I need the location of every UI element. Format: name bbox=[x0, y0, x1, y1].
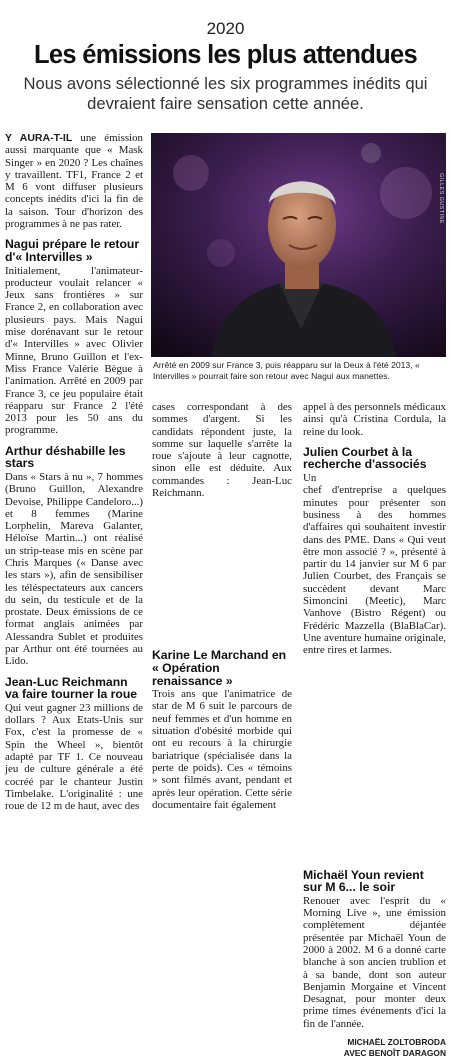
nagui-portrait-illustration bbox=[151, 133, 446, 357]
intro-text: une émission aussi marquante que « Mask Singer » en 2020 ? Les chaînes y travaillent. TF1, France 2 et M 6 vont diffuser plusieurs concepts inédits d'ici la fin de la saison. Tour d'horizon des programmes à ne pas rater. bbox=[5, 132, 143, 231]
column-2 bbox=[152, 401, 292, 811]
heading-lemarchand: Karine Le Marchand en « Opération renaissance » bbox=[152, 648, 287, 688]
text-lemarchand: Trois ans que l'animatrice de star de M 6 suit le parcours de neuf femmes et d'un homme en situation d'obésité morbide qui ont eu recours à la chirurgie bariatrique (spécialisée dans la perte de poids). Ces « témoins » sont filmés avant, pendant et après leur opération. Cette série documentaire fait également bbox=[152, 688, 292, 811]
text-arthur: Dans « Stars à nu », 7 hommes (Bruno Guillon, Alexandre Devoise, Philippe Candeloro...) et 8 femmes (Marine Lorphelin, Mareva Galanter, Héloïse Martin...) ont réalisé un strip-tease mis en scène par Chris Marques (« Danse avec les stars »), afin de sensibiliser les téléspectateurs aux cancers du sein, du testicule et de la prostate. Deux émissions de ce format anglais animées par Alessandra Sublet et produites par Arthur ont été tournées au Lido. bbox=[5, 470, 143, 668]
heading-youn: Michaël Youn revient sur M 6... le soir bbox=[303, 867, 424, 895]
text-reichmann-continued: cases correspondant à des sommes d'argent. Si les candidats répondent juste, la somme sur laquelle s'arrête la roue s'ajoute à leur cagnotte, sinon elle est déduite. Aux commandes : Jean-Luc Reichmann. bbox=[152, 401, 292, 500]
heading-nagui: Nagui prépare le retour d'« Intervilles » bbox=[5, 237, 140, 264]
intro-lead-in: Y AURA-T-IL bbox=[5, 132, 73, 144]
kicker-year: 2020 bbox=[206, 19, 245, 38]
standfirst: Nous avons sélectionné les six programmes inédits qui devraient faire sensation cette année. bbox=[23, 74, 428, 113]
text-lemarchand-continued: appel à des personnels médicaux ainsi qu'à Cristina Cordula, la reine du look. bbox=[303, 401, 446, 438]
text-youn: Renouer avec l'esprit du « Morning Live », une émission complètement déjantée présentée par Michaël Youn de 2000 à 2002. M 6 a donné carte blanche à son ancien trublion et à sa bande, dont son auteur Benjamin Morgaine et Vincent Desagnat, pour monter deux prime times événements d'ici la fin de l'année. bbox=[303, 894, 446, 1030]
byline-coauthor: AVEC BENOÎT DARAGON bbox=[343, 1047, 446, 1058]
heading-reichmann: Jean-Luc Reichmann va faire tourner la roue bbox=[5, 674, 138, 702]
text-courbet-continued: chef d'entreprise a quelques minutes pour présenter son business à des hommes d'affaires qui souhaitent investir dans des PME. Dans « Qui veut être mon associé ? », présenté à partir du 14 janvier sur M 6 par Julien Courbet, des Français se succèdent devant Marc Simoncini (Meetic), Marc Vanhove (Bistro Régent) ou Frédéric Mazzella (BlaBlaCar). Une aventure humaine originale, entre rires et larmes. bbox=[303, 484, 446, 657]
column-1 bbox=[5, 132, 143, 813]
photo-credit: GILLES GUSTINE bbox=[438, 173, 444, 224]
text-courbet: Un bbox=[303, 472, 317, 485]
headline: Les émissions les plus attendues bbox=[34, 41, 417, 69]
heading-arthur: Arthur déshabille les stars bbox=[5, 443, 126, 471]
text-nagui: Initialement, l'animateur-producteur voulait relancer « Jeux sans frontières » sur France 2, en collaboration avec plusieurs pays. Mais Nagui mise dorénavant sur le retour d'« Intervilles » avec Olivier Minne, Bruno Guillon et l'ex-Miss France Valérie Bègue à l'animation. Arrêté en 2009 par France 3, ce jeu populaire était réapparu sur France 2 l'été 2013 pour les 50 ans du programme. bbox=[5, 264, 143, 437]
heading-courbet: Julien Courbet à la recherche d'associés bbox=[303, 444, 427, 472]
photo-caption: Arrêté en 2009 sur France 3, puis réapparu sur la Deux à l'été 2013, « Intervilles » pourrait faire son retour avec Nagui aux manettes. bbox=[153, 360, 420, 381]
article-photo bbox=[151, 133, 446, 357]
byline-author: MICHAËL ZOLTOBRODA bbox=[347, 1036, 446, 1047]
intro-paragraph bbox=[5, 132, 143, 230]
text-reichmann: Qui veut gagner 23 millions de dollars ? Aux Etats-Unis sur Fox, c'est la promesse de « Spin the Wheel », bientôt adapté par TF 1. Ce nouveau jeu de culture générale a été cocréé par le chanteur Justin Timbelake. L'originalité : une roue de 12 m de haut, avec des bbox=[5, 701, 143, 813]
byline bbox=[303, 1037, 446, 1059]
column-3 bbox=[303, 401, 446, 1059]
